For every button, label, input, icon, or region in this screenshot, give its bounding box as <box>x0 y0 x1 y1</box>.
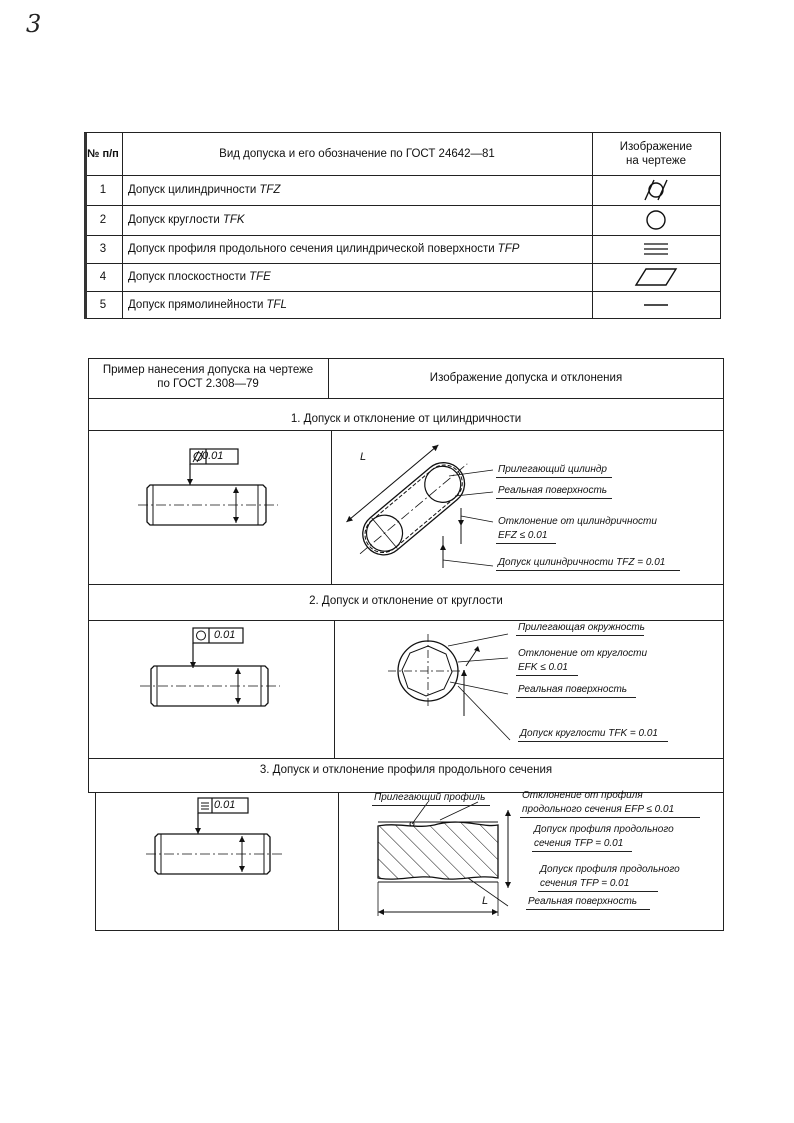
t2-line <box>95 792 96 931</box>
straightness-icon <box>592 291 720 318</box>
header-title: Вид допуска и его обозначение по ГОСТ 24642—81 <box>219 148 495 160</box>
t2-line <box>88 620 724 621</box>
label: Допуск профиля продольного <box>534 824 674 835</box>
tolerance-examples-table <box>88 358 724 931</box>
header-left-line1: Пример нанесения допуска на чертеже <box>102 364 314 376</box>
label: Реальная поверхность <box>518 684 628 695</box>
t2-line <box>88 430 724 431</box>
label: сечения TFP = 0.01 <box>540 878 630 889</box>
label-underline <box>372 805 490 806</box>
header-num: № п/п <box>87 148 119 160</box>
t2-header-right: Изображение допуска и отклонения <box>429 372 623 384</box>
label-underline <box>496 477 612 478</box>
section-title: 3. Допуск и отклонение профиля продольного сечения <box>259 764 553 776</box>
row-number: 2 <box>99 214 107 226</box>
row-number: 4 <box>99 271 107 283</box>
shaft-drawing-profile <box>138 794 338 884</box>
label-underline <box>496 570 680 571</box>
row-text: Допуск профиля продольного сечения цилиндрической поверхности TFP <box>128 243 520 255</box>
profile-icon <box>592 235 720 263</box>
label-underline <box>516 635 644 636</box>
label: Реальная поверхность <box>498 485 608 496</box>
row-text: Допуск цилиндричности TFZ <box>128 184 281 196</box>
t2-line <box>88 584 724 585</box>
shaft-drawing-cylindricity <box>128 443 328 533</box>
label-underline <box>496 498 612 499</box>
t2-line <box>96 930 724 931</box>
t2-header-left <box>88 363 328 391</box>
roundness-illustration <box>378 626 518 756</box>
section-title: 2. Допуск и отклонение от круглости <box>309 595 503 607</box>
row-text: Допуск круглости TFK <box>128 214 245 226</box>
cylindricity-illustration <box>343 438 503 578</box>
label: сечения TFP = 0.01 <box>534 838 624 849</box>
label: Отклонение от профиля <box>522 790 643 801</box>
row-number: 3 <box>99 243 107 255</box>
label-underline <box>526 909 650 910</box>
label: Допуск цилиндричности TFZ = 0.01 <box>498 557 666 568</box>
label: Прилегающий цилиндр <box>498 464 607 475</box>
page-number: 3 <box>26 10 42 38</box>
label: EFK ≤ 0.01 <box>518 662 568 673</box>
label: Прилегающая окружность <box>518 622 645 633</box>
label: Отклонение от круглости <box>518 648 648 659</box>
label: Допуск круглости TFK = 0.01 <box>520 728 658 739</box>
t2-line <box>334 620 335 758</box>
frame-value: 0.01 <box>214 629 236 641</box>
header-image-line1: Изображение <box>619 141 693 153</box>
frame-value: 0.01 <box>202 450 224 462</box>
label: Отклонение от цилиндричности <box>498 516 657 527</box>
label-underline <box>518 741 668 742</box>
header-image <box>592 133 720 175</box>
dimension-label: L <box>360 451 367 463</box>
flatness-icon <box>592 263 720 291</box>
table1-right-border <box>720 133 721 319</box>
t2-line <box>88 758 724 759</box>
t2-line <box>88 358 724 359</box>
t2-line <box>723 358 724 931</box>
dimension-label: L <box>482 895 489 907</box>
label-underline <box>516 675 578 676</box>
tolerance-types-table <box>84 132 721 319</box>
header-left-line2: по ГОСТ 2.308—79 <box>157 378 259 390</box>
label-underline <box>538 891 658 892</box>
label-underline <box>520 817 700 818</box>
label-underline <box>532 851 632 852</box>
header-image-line2: на чертеже <box>626 155 686 167</box>
t2-line <box>338 792 339 930</box>
t2-line <box>331 430 332 584</box>
row-text: Допуск плоскостности TFE <box>128 271 271 283</box>
row-number: 1 <box>99 184 107 196</box>
label: Прилегающий профиль <box>374 792 486 803</box>
label: Реальная поверхность <box>528 896 638 907</box>
label: продольного сечения EFP ≤ 0.01 <box>522 804 675 815</box>
frame-value: 0.01 <box>214 799 236 811</box>
section-title: 1. Допуск и отклонение от цилиндричности <box>290 413 522 425</box>
row-text: Допуск прямолинейности TFL <box>128 298 287 311</box>
cylindricity-icon <box>592 175 720 205</box>
label-underline <box>496 543 556 544</box>
label-underline <box>516 697 636 698</box>
t2-line <box>88 398 724 399</box>
row-number: 5 <box>99 298 107 311</box>
profile-illustration <box>368 798 538 922</box>
label: Допуск профиля продольного <box>540 864 680 875</box>
roundness-icon <box>592 205 720 235</box>
label: EFZ ≤ 0.01 <box>498 530 548 541</box>
